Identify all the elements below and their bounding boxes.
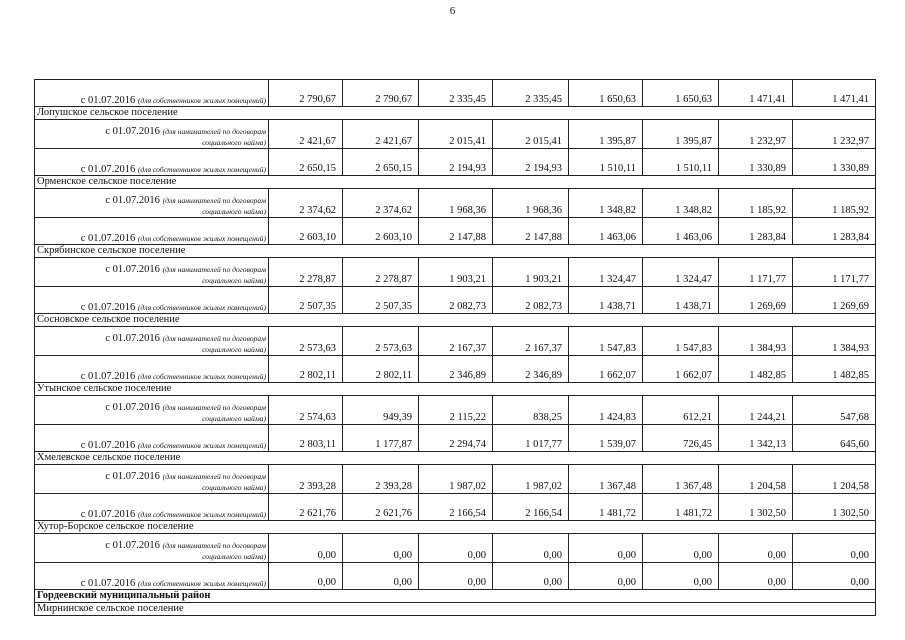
tariff-value-cell: 1 204,58: [793, 465, 876, 494]
tariff-value-cell: 2 802,11: [343, 356, 419, 383]
tariff-value-cell: 2 421,67: [343, 120, 419, 149]
owners-tariff-row: [35, 218, 876, 245]
tenants-note-2: социального найма): [202, 483, 266, 492]
tenants-tariff-row: [35, 120, 876, 149]
tariff-value-cell: 1 384,93: [793, 327, 876, 356]
tenants-note-2: социального найма): [202, 345, 266, 354]
row-label-line1: [38, 233, 266, 244]
tenants-tariff-row: [35, 465, 876, 494]
tariff-value-cell: 2 166,54: [493, 494, 569, 521]
tariff-value-cell: 2 573,63: [343, 327, 419, 356]
owners-note: (для собственников жилых помещений): [137, 165, 266, 174]
tariff-value-cell: 2 015,41: [419, 120, 493, 149]
tenants-note-1: (для нанимателей по договорам: [162, 472, 266, 481]
tariff-table: [34, 79, 876, 616]
row-label: [35, 356, 269, 383]
tariff-value-cell: 1 471,41: [719, 80, 793, 107]
district-header-row: [35, 590, 876, 603]
tariff-value-cell: 1 463,06: [569, 218, 643, 245]
tariff-value-cell: 2 346,89: [493, 356, 569, 383]
tariff-value-cell: 0,00: [793, 563, 876, 590]
settlement-name: Утынское сельское поселение: [35, 383, 876, 396]
tariff-value-cell: 2 082,73: [419, 287, 493, 314]
tariff-value-cell: 612,21: [643, 396, 719, 425]
tariff-value-cell: 1 348,82: [643, 189, 719, 218]
date-text: с 01.07.2016: [105, 126, 160, 137]
tenants-note-1: (для нанимателей по договорам: [162, 196, 266, 205]
owners-tariff-row: [35, 563, 876, 590]
row-label-line1: [38, 302, 266, 313]
tariff-value-cell: 0,00: [343, 563, 419, 590]
tariff-value-cell: 2 603,10: [269, 218, 343, 245]
tariff-value-cell: 1 395,87: [643, 120, 719, 149]
row-label: [35, 287, 269, 314]
tariff-value-cell: 1 283,84: [719, 218, 793, 245]
tenants-note-1: (для нанимателей по договорам: [162, 541, 266, 550]
page-number: 6: [449, 5, 456, 17]
tariff-value-cell: 2 194,93: [419, 149, 493, 176]
tariff-value-cell: 2 194,93: [493, 149, 569, 176]
tariff-value-cell: 2 507,35: [269, 287, 343, 314]
tariff-value-cell: 1 481,72: [569, 494, 643, 521]
tariff-value-cell: 1 171,77: [793, 258, 876, 287]
tariff-value-cell: 1 547,83: [643, 327, 719, 356]
section-header-row: [35, 107, 876, 120]
settlement-name: Хмелевское сельское поселение: [35, 452, 876, 465]
section-header-row: [35, 603, 876, 616]
tariff-value-cell: 2 393,28: [269, 465, 343, 494]
tariff-value-cell: 0,00: [719, 534, 793, 563]
tariff-value-cell: 2 278,87: [343, 258, 419, 287]
tariff-value-cell: 1 481,72: [643, 494, 719, 521]
row-label: [35, 563, 269, 590]
owners-tariff-row: [35, 356, 876, 383]
tariff-value-cell: 1 384,93: [719, 327, 793, 356]
date-text: с 01.07.2016: [80, 164, 136, 175]
tariff-value-cell: 0,00: [493, 534, 569, 563]
tariff-value-cell: 1 185,92: [793, 189, 876, 218]
tenants-tariff-row: [35, 327, 876, 356]
owners-note: (для собственников жилых помещений): [137, 441, 266, 450]
tenants-tariff-row: [35, 534, 876, 563]
row-label-line1: [38, 126, 266, 137]
tenants-note-2: социального найма): [202, 414, 266, 423]
tariff-value-cell: 1 662,07: [569, 356, 643, 383]
tariff-value-cell: 1 348,82: [569, 189, 643, 218]
row-label-line1: [38, 509, 266, 520]
tariff-value-cell: 2 650,15: [269, 149, 343, 176]
tariff-value-cell: 2 393,28: [343, 465, 419, 494]
tariff-value-cell: 2 346,89: [419, 356, 493, 383]
district-name: Гордеевский муниципальный район: [35, 590, 876, 603]
tariff-value-cell: 1 539,07: [569, 425, 643, 452]
settlement-name: Хутор-Борское сельское поселение: [35, 521, 876, 534]
tenants-note-1: (для нанимателей по договорам: [162, 403, 266, 412]
section-header-row: [35, 245, 876, 258]
tariff-value-cell: 726,45: [643, 425, 719, 452]
tariff-value-cell: 2 573,63: [269, 327, 343, 356]
tariff-value-cell: 1 987,02: [493, 465, 569, 494]
owners-tariff-row: [35, 149, 876, 176]
owners-note: (для собственников жилых помещений): [137, 510, 266, 519]
row-label-line1: [38, 578, 266, 589]
date-text: с 01.07.2016: [80, 95, 136, 106]
row-label: [35, 218, 269, 245]
tariff-value-cell: 645,60: [793, 425, 876, 452]
tariff-value-cell: 2 115,22: [419, 396, 493, 425]
tariff-value-cell: 1 662,07: [643, 356, 719, 383]
row-label: [35, 396, 269, 425]
tariff-value-cell: 2 082,73: [493, 287, 569, 314]
date-text: с 01.07.2016: [80, 371, 136, 382]
row-label: [35, 494, 269, 521]
tariff-value-cell: 1 204,58: [719, 465, 793, 494]
tariff-value-cell: 1 438,71: [643, 287, 719, 314]
row-label-line1: [38, 402, 266, 413]
tenants-note-1: (для нанимателей по договорам: [162, 265, 266, 274]
tenants-tariff-row: [35, 396, 876, 425]
tariff-value-cell: 0,00: [343, 534, 419, 563]
tariff-value-cell: 1 463,06: [643, 218, 719, 245]
date-text: с 01.07.2016: [80, 233, 136, 244]
date-text: с 01.07.2016: [80, 440, 136, 451]
settlement-name: Орменское сельское поселение: [35, 176, 876, 189]
tariff-value-cell: 2 790,67: [343, 80, 419, 107]
owners-tariff-row: [35, 494, 876, 521]
tariff-value-cell: 2 802,11: [269, 356, 343, 383]
owners-note: (для собственников жилых помещений): [137, 96, 266, 105]
date-text: с 01.07.2016: [105, 264, 160, 275]
settlement-name: Лопушское сельское поселение: [35, 107, 876, 120]
tariff-value-cell: 2 167,37: [493, 327, 569, 356]
settlement-name: Скрябинское сельское поселение: [35, 245, 876, 258]
owners-tariff-row: [35, 287, 876, 314]
tariff-value-cell: 1 324,47: [643, 258, 719, 287]
row-label: [35, 465, 269, 494]
tariff-value-cell: 2 147,88: [419, 218, 493, 245]
section-header-row: [35, 452, 876, 465]
tariff-value-cell: 1 342,13: [719, 425, 793, 452]
row-label-line1: [38, 540, 266, 551]
tariff-value-cell: 2 603,10: [343, 218, 419, 245]
tariff-value-cell: 1 650,63: [643, 80, 719, 107]
tariff-value-cell: 2 621,76: [269, 494, 343, 521]
date-text: с 01.07.2016: [105, 333, 160, 344]
tariff-value-cell: 1 244,21: [719, 396, 793, 425]
tariff-value-cell: 1 232,97: [719, 120, 793, 149]
row-label-line1: [38, 333, 266, 344]
tariff-value-cell: 2 166,54: [419, 494, 493, 521]
section-header-row: [35, 383, 876, 396]
tariff-value-cell: 1 968,36: [419, 189, 493, 218]
tariff-value-cell: 1 547,83: [569, 327, 643, 356]
tariff-value-cell: 0,00: [793, 534, 876, 563]
tariff-value-cell: 0,00: [643, 563, 719, 590]
tenants-tariff-row: [35, 189, 876, 218]
tenants-note-2: социального найма): [202, 552, 266, 561]
row-label-line1: [38, 440, 266, 451]
date-text: с 01.07.2016: [80, 578, 136, 589]
owners-note: (для собственников жилых помещений): [137, 303, 266, 312]
tariff-value-cell: 1 330,89: [793, 149, 876, 176]
tariff-value-cell: 1 017,77: [493, 425, 569, 452]
tariff-value-cell: 838,25: [493, 396, 569, 425]
row-label: [35, 425, 269, 452]
tariff-value-cell: 1 987,02: [419, 465, 493, 494]
section-header-row: [35, 521, 876, 534]
row-label-line1: [38, 371, 266, 382]
row-label-line1: [38, 164, 266, 175]
owners-tariff-row: [35, 425, 876, 452]
tenants-note-2: социального найма): [202, 207, 266, 216]
tariff-value-cell: 1 302,50: [793, 494, 876, 521]
row-label: [35, 534, 269, 563]
tariff-value-cell: 2 374,62: [269, 189, 343, 218]
owners-note: (для собственников жилых помещений): [137, 234, 266, 243]
row-label: [35, 258, 269, 287]
tariff-value-cell: 0,00: [269, 563, 343, 590]
tariff-value-cell: 1 324,47: [569, 258, 643, 287]
tenants-note-1: (для нанимателей по договорам: [162, 334, 266, 343]
row-label: [35, 189, 269, 218]
row-label-line1: [38, 195, 266, 206]
owners-note: (для собственников жилых помещений): [137, 372, 266, 381]
row-label-line1: [38, 264, 266, 275]
tariff-value-cell: 1 177,87: [343, 425, 419, 452]
tariff-value-cell: 2 335,45: [419, 80, 493, 107]
tariff-value-cell: 1 650,63: [569, 80, 643, 107]
tariff-value-cell: 0,00: [643, 534, 719, 563]
tariff-value-cell: 1 395,87: [569, 120, 643, 149]
tariff-value-cell: 1 438,71: [569, 287, 643, 314]
tariff-value-cell: 1 424,83: [569, 396, 643, 425]
tariff-value-cell: 1 283,84: [793, 218, 876, 245]
tariff-value-cell: 2 650,15: [343, 149, 419, 176]
tariff-value-cell: 949,39: [343, 396, 419, 425]
tariff-value-cell: 2 167,37: [419, 327, 493, 356]
tariff-value-cell: 2 294,74: [419, 425, 493, 452]
owners-tariff-row: [35, 80, 876, 107]
tenants-note-1: (для нанимателей по договорам: [162, 127, 266, 136]
settlement-name: Сосновское сельское поселение: [35, 314, 876, 327]
tariff-value-cell: 2 507,35: [343, 287, 419, 314]
date-text: с 01.07.2016: [80, 302, 136, 313]
row-label: [35, 80, 269, 107]
tariff-value-cell: 1 482,85: [719, 356, 793, 383]
tariff-value-cell: 2 278,87: [269, 258, 343, 287]
date-text: с 01.07.2016: [105, 540, 160, 551]
tariff-value-cell: 1 903,21: [493, 258, 569, 287]
tariff-value-cell: 2 421,67: [269, 120, 343, 149]
section-header-row: [35, 176, 876, 189]
date-text: с 01.07.2016: [105, 195, 160, 206]
tenants-note-2: социального найма): [202, 138, 266, 147]
table-body: [35, 80, 876, 616]
tariff-value-cell: 2 374,62: [343, 189, 419, 218]
date-text: с 01.07.2016: [105, 471, 160, 482]
tariff-value-cell: 1 367,48: [569, 465, 643, 494]
row-label: [35, 327, 269, 356]
tariff-value-cell: 2 574,63: [269, 396, 343, 425]
date-text: с 01.07.2016: [80, 509, 136, 520]
tariff-value-cell: 1 510,11: [569, 149, 643, 176]
tariff-value-cell: 1 269,69: [719, 287, 793, 314]
tariff-value-cell: 1 903,21: [419, 258, 493, 287]
tariff-value-cell: 1 367,48: [643, 465, 719, 494]
row-label: [35, 120, 269, 149]
tariff-value-cell: 2 015,41: [493, 120, 569, 149]
tariff-value-cell: 0,00: [569, 534, 643, 563]
tariff-value-cell: 0,00: [569, 563, 643, 590]
settlement-name: Мирнинское сельское поселение: [35, 603, 876, 616]
row-label: [35, 149, 269, 176]
tariff-value-cell: 0,00: [419, 563, 493, 590]
tariff-value-cell: 1 171,77: [719, 258, 793, 287]
tariff-value-cell: 1 269,69: [793, 287, 876, 314]
tariff-value-cell: 2 335,45: [493, 80, 569, 107]
tariff-value-cell: 2 621,76: [343, 494, 419, 521]
tariff-value-cell: 0,00: [493, 563, 569, 590]
tariff-value-cell: 2 803,11: [269, 425, 343, 452]
tariff-value-cell: 1 232,97: [793, 120, 876, 149]
section-header-row: [35, 314, 876, 327]
date-text: с 01.07.2016: [105, 402, 160, 413]
tariff-value-cell: 0,00: [269, 534, 343, 563]
row-label-line1: [38, 95, 266, 106]
tariff-value-cell: 0,00: [419, 534, 493, 563]
tariff-value-cell: 1 482,85: [793, 356, 876, 383]
owners-note: (для собственников жилых помещений): [137, 579, 266, 588]
tariff-value-cell: 2 147,88: [493, 218, 569, 245]
tariff-value-cell: 1 968,36: [493, 189, 569, 218]
tariff-value-cell: 1 510,11: [643, 149, 719, 176]
tariff-value-cell: 547,68: [793, 396, 876, 425]
tariff-value-cell: 1 471,41: [793, 80, 876, 107]
tariff-value-cell: 1 302,50: [719, 494, 793, 521]
tariff-value-cell: 1 330,89: [719, 149, 793, 176]
tariff-value-cell: 1 185,92: [719, 189, 793, 218]
tariff-value-cell: 2 790,67: [269, 80, 343, 107]
tariff-value-cell: 0,00: [719, 563, 793, 590]
tenants-tariff-row: [35, 258, 876, 287]
tenants-note-2: социального найма): [202, 276, 266, 285]
row-label-line1: [38, 471, 266, 482]
